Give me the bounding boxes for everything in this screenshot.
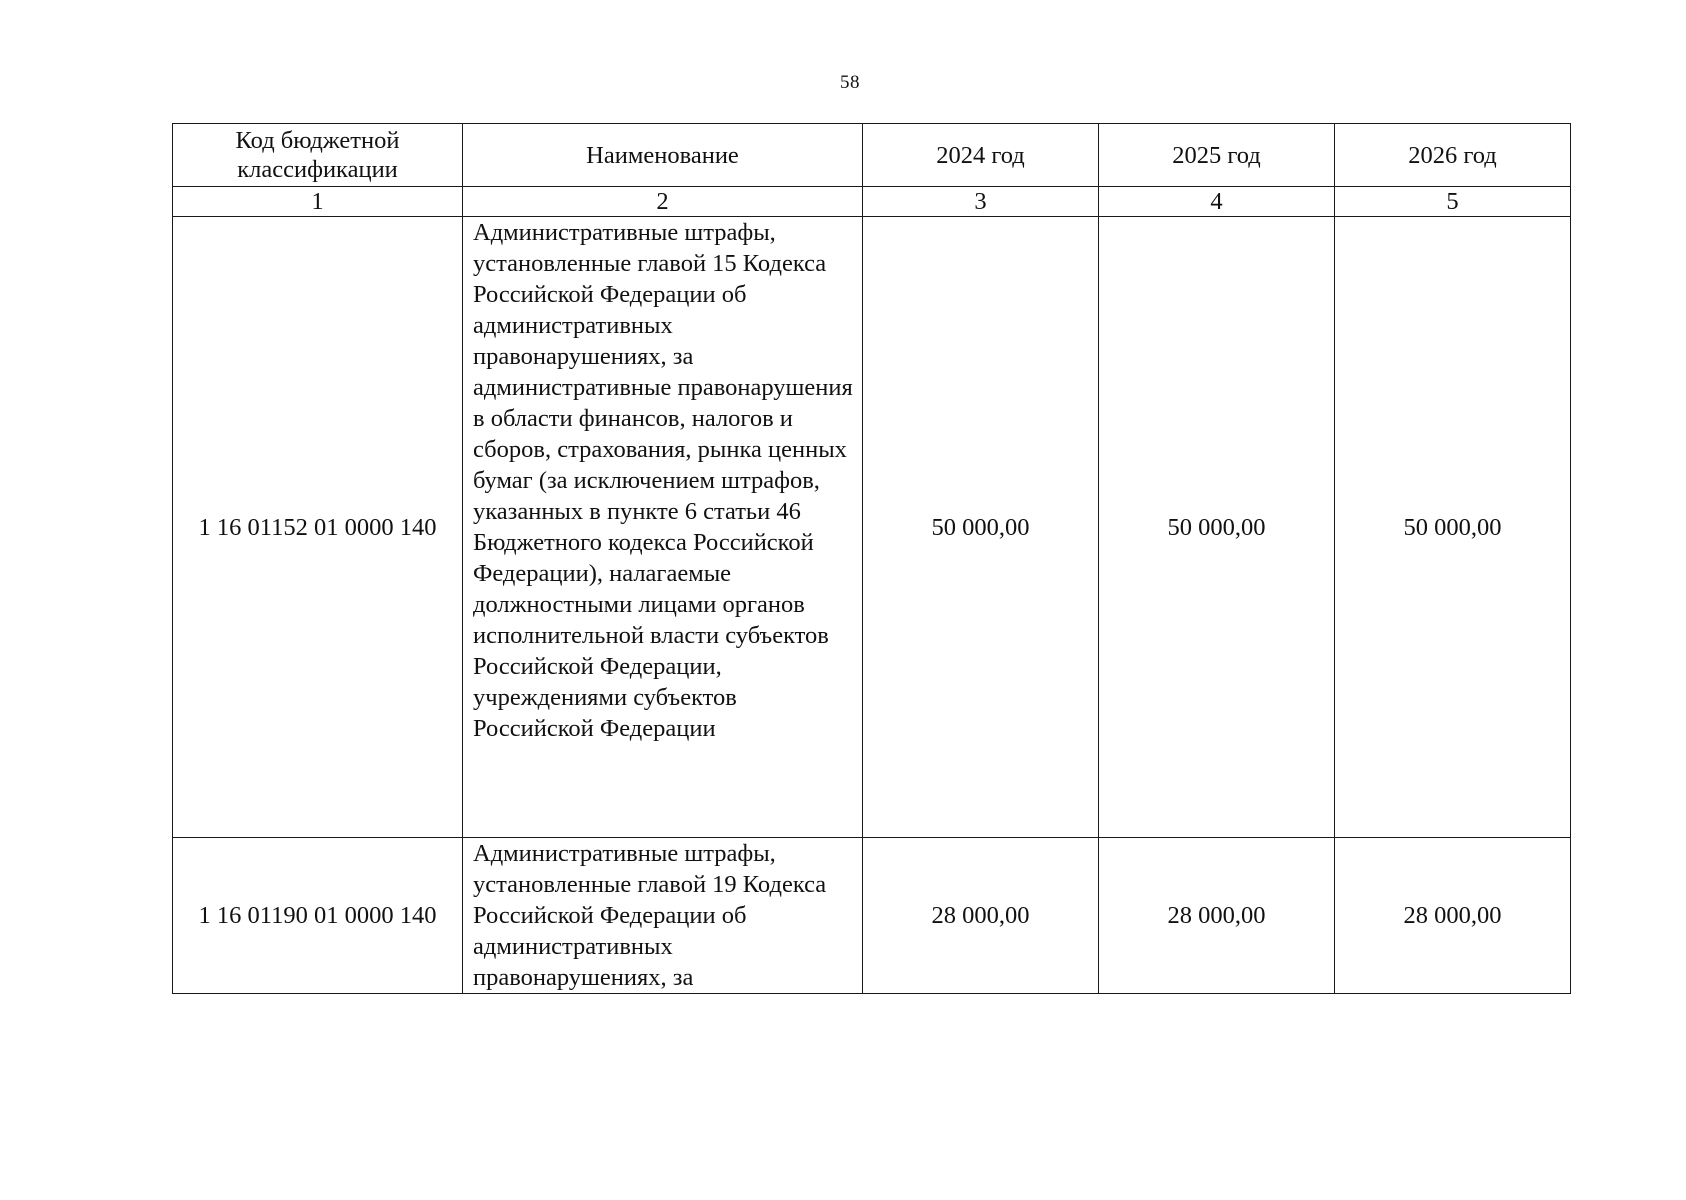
budget-revenue-table <box>172 123 1571 994</box>
column-index: 2 <box>463 187 863 217</box>
amount-2024-cell: 28 000,00 <box>863 838 1099 994</box>
name-cell: Административные штрафы, установленные главой 19 Кодекса Российской Федерации об административных правонарушениях, за <box>463 838 863 994</box>
table-row <box>173 217 1571 838</box>
column-index: 4 <box>1099 187 1335 217</box>
amount-2024-cell: 50 000,00 <box>863 217 1099 838</box>
amount-2026-cell: 28 000,00 <box>1335 838 1571 994</box>
table-row <box>173 838 1571 994</box>
column-index: 5 <box>1335 187 1571 217</box>
page-number: 58 <box>840 72 860 93</box>
budget-code-cell: 1 16 01152 01 0000 140 <box>173 217 463 838</box>
header-year-2024: 2024 год <box>863 124 1099 187</box>
header-name: Наименование <box>463 124 863 187</box>
amount-2025-cell: 28 000,00 <box>1099 838 1335 994</box>
column-index: 3 <box>863 187 1099 217</box>
amount-2026-cell: 50 000,00 <box>1335 217 1571 838</box>
header-budget-code: Код бюджетной классификации <box>173 124 463 187</box>
table-header-row <box>173 124 1571 187</box>
name-cell: Административные штрафы, установленные главой 15 Кодекса Российской Федерации об административных правонарушениях, за административные правонарушения в области финансов, налогов и сборов, страхования, рынка ценных бумаг (за исключением штрафов, указанных в пункте 6 статьи 46 Бюджетного кодекса Российской Федерации), налагаемые должностными лицами органов исполнительной власти субъектов Российской Федерации, учреждениями субъектов Российской Федерации <box>463 217 863 838</box>
header-year-2026: 2026 год <box>1335 124 1571 187</box>
column-index-row <box>173 187 1571 217</box>
budget-code-cell: 1 16 01190 01 0000 140 <box>173 838 463 994</box>
column-index: 1 <box>173 187 463 217</box>
amount-2025-cell: 50 000,00 <box>1099 217 1335 838</box>
header-year-2025: 2025 год <box>1099 124 1335 187</box>
